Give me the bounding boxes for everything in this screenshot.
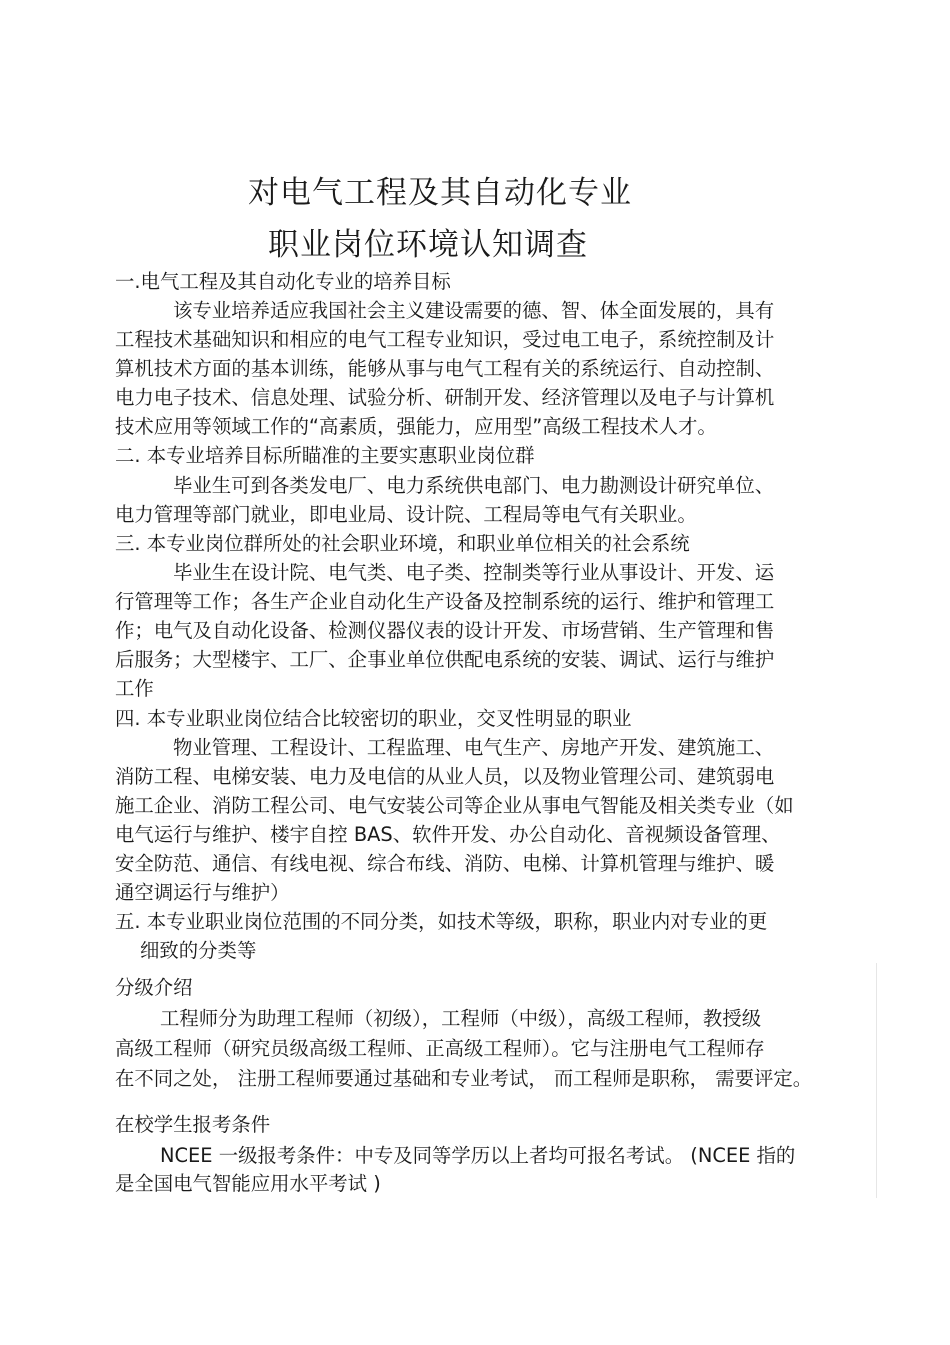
- section-1-line: 技术应用等领域工作的“高素质，强能力，应用型”高级工程技术人才。: [115, 415, 717, 438]
- section-1-line: 工程技术基础知识和相应的电气工程专业知识，受过电工电子，系统控制及计: [115, 328, 775, 351]
- section-2-line: 电力管理等部门就业，即电业局、设计院、工程局等电气有关职业。: [115, 503, 697, 526]
- exam-line: NCEE 一级报考条件：中专及同等学历以上者均可报名考试。 (NCEE 指的: [160, 1144, 796, 1167]
- section-1-line: 该专业培养适应我国社会主义建设需要的德、智、体全面发展的，具有: [173, 299, 775, 322]
- section-3-heading: 三. 本专业岗位群所处的社会职业环境，和职业单位相关的社会系统: [115, 532, 690, 555]
- section-4-line: 施工企业、消防工程公司、电气安装公司等企业从事电气智能及相关类专业（如: [115, 794, 794, 817]
- section-4-line: 电气运行与维护、楼宇自控 BAS、软件开发、办公自动化、音视频设备管理、: [115, 823, 781, 846]
- right-margin-rule: [876, 963, 877, 1198]
- grading-line: 高级工程师（研究员级高级工程师、正高级工程师）。它与注册电气工程师存: [115, 1037, 765, 1060]
- section-4-line: 消防工程、电梯安装、电力及电信的从业人员，以及物业管理公司、建筑弱电: [115, 765, 775, 788]
- section-4-line: 安全防范、通信、有线电视、综合布线、消防、电梯、计算机管理与维护、暖: [115, 852, 775, 875]
- section-3-line: 行管理等工作；各生产企业自动化生产设备及控制系统的运行、维护和管理工: [115, 590, 775, 613]
- section-3-line: 作；电气及自动化设备、检测仪器仪表的设计开发、市场营销、生产管理和售: [115, 619, 775, 642]
- document-title-line-1: 对电气工程及其自动化专业: [248, 175, 632, 211]
- section-1-line: 电力电子技术、信息处理、试验分析、研制开发、经济管理以及电子与计算机: [115, 386, 775, 409]
- grading-line: 工程师分为助理工程师（初级），工程师（中级），高级工程师，教授级: [160, 1007, 762, 1030]
- exam-heading: 在校学生报考条件: [115, 1113, 271, 1136]
- section-1-line: 算机技术方面的基本训练，能够从事与电气工程有关的系统运行、自动控制、: [115, 357, 775, 380]
- section-2-heading: 二. 本专业培养目标所瞄准的主要实惠职业岗位群: [115, 444, 535, 467]
- grading-line: 在不同之处， 注册工程师要通过基础和专业考试， 而工程师是职称， 需要评定。: [115, 1067, 813, 1090]
- section-3-line: 后服务；大型楼宇、工厂、企事业单位供配电系统的安装、调试、运行与维护: [115, 648, 775, 671]
- grading-heading: 分级介绍: [115, 976, 193, 999]
- section-3-line: 工作: [115, 677, 154, 700]
- section-5-heading-continued: 细致的分类等: [140, 939, 257, 962]
- section-5-heading: 五. 本专业职业岗位范围的不同分类，如技术等级，职称，职业内对专业的更: [115, 910, 768, 933]
- section-3-line: 毕业生在设计院、电气类、电子类、控制类等行业从事设计、开发、运: [173, 561, 775, 584]
- section-4-heading: 四. 本专业职业岗位结合比较密切的职业，交叉性明显的职业: [115, 707, 632, 730]
- section-4-line: 通空调运行与维护）: [115, 881, 290, 904]
- section-2-line: 毕业生可到各类发电厂、电力系统供电部门、电力勘测设计研究单位、: [173, 474, 775, 497]
- section-1-heading: 一.电气工程及其自动化专业的培养目标: [115, 270, 451, 293]
- document-title-line-2: 职业岗位环境认知调查: [268, 227, 588, 263]
- section-4-line: 物业管理、工程设计、工程监理、电气生产、房地产开发、建筑施工、: [173, 736, 775, 759]
- exam-line: 是全国电气智能应用水平考试 ): [115, 1172, 381, 1195]
